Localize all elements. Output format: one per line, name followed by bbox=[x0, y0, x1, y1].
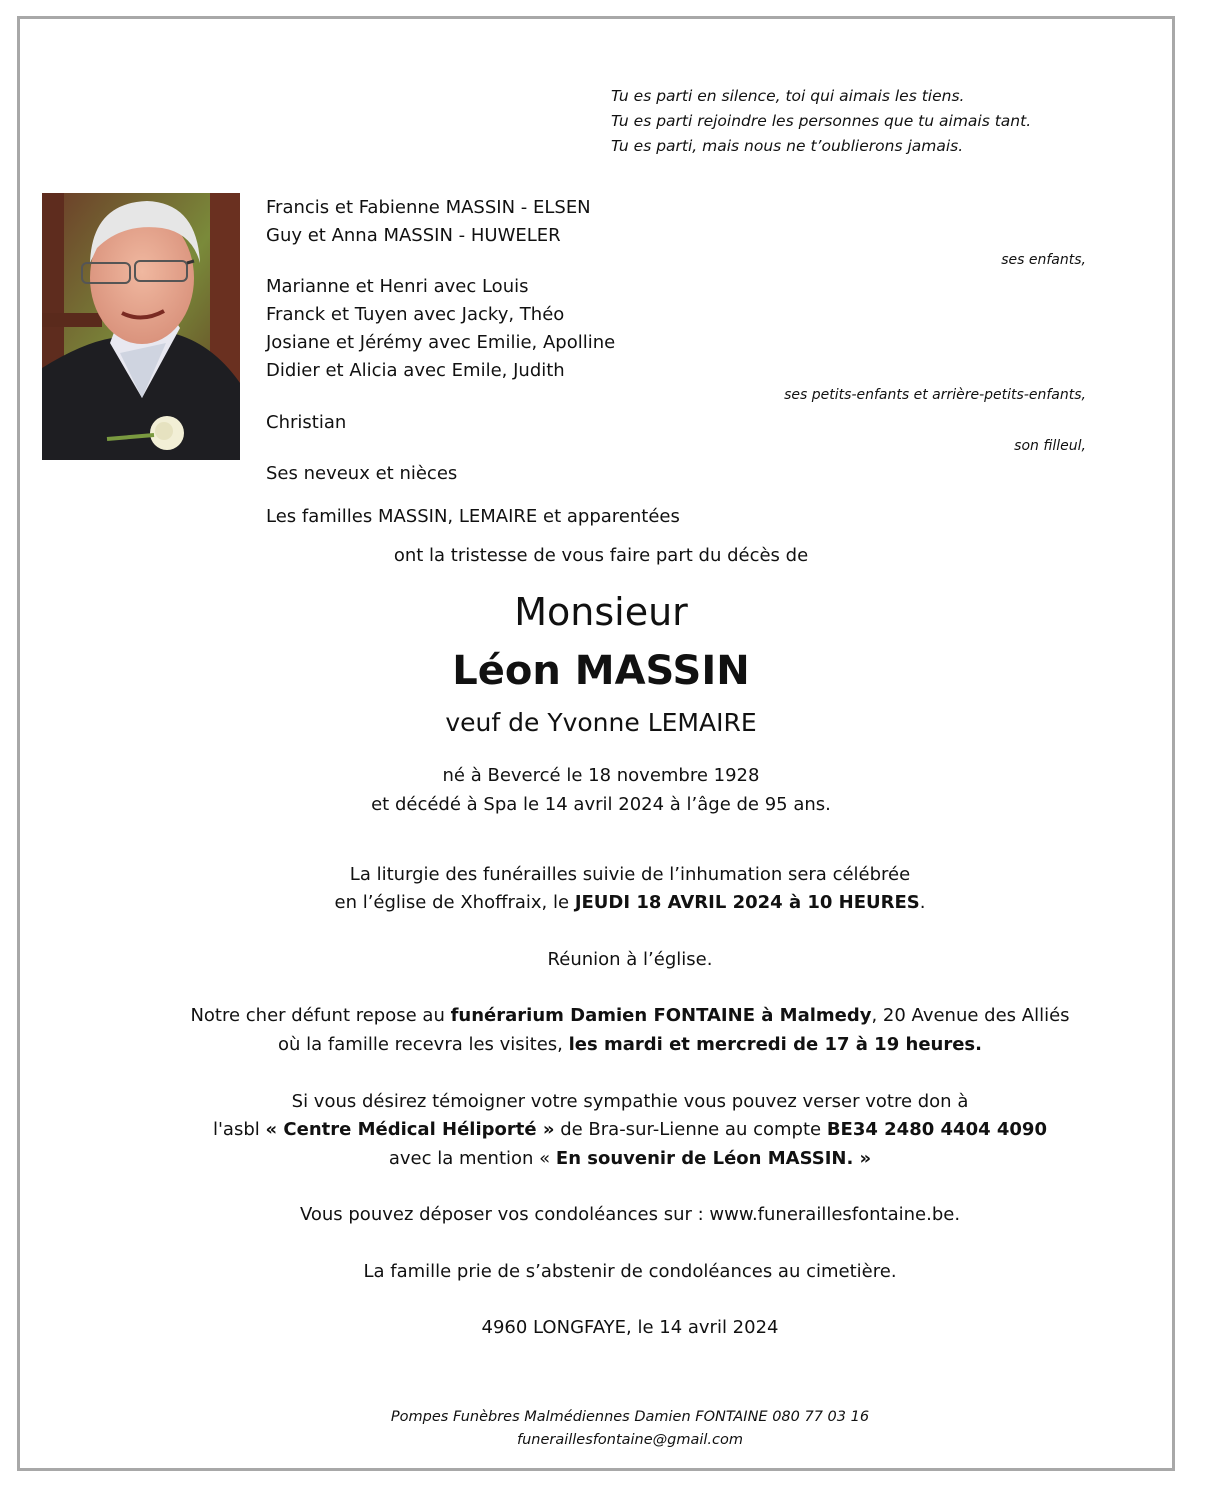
family-line: Didier et Alicia avec Emile, Judith bbox=[266, 360, 565, 381]
nephews: Ses neveux et nièces bbox=[266, 463, 458, 484]
meeting-note: Réunion à l’église. bbox=[547, 949, 713, 970]
donation-text: avec la mention « bbox=[388, 1148, 556, 1169]
family-line: Guy et Anna MASSIN - HUWELER bbox=[266, 225, 561, 246]
grandchildren-label: ses petits-enfants et arrière-petits-enfants, bbox=[784, 387, 1086, 403]
grandchildren-list bbox=[266, 273, 615, 385]
deceased-name: Léon MASSIN bbox=[452, 648, 750, 694]
family-line: Franck et Tuyen avec Jacky, Théo bbox=[266, 304, 565, 325]
place-date: 4960 LONGFAYE, le 14 avril 2024 bbox=[481, 1317, 779, 1338]
visiting-hours: les mardi et mercredi de 17 à 19 heures. bbox=[568, 1034, 982, 1055]
donation-text: de Bra-sur-Lienne au compte bbox=[554, 1119, 827, 1140]
donation-line-1: Si vous désirez témoigner votre sympathie vous pouvez verser votre don à bbox=[291, 1091, 969, 1112]
footer-email: funeraillesfontaine@gmail.com bbox=[516, 1432, 744, 1448]
children-list bbox=[266, 194, 591, 250]
poem-line: Tu es parti en silence, toi qui aimais les tiens. bbox=[611, 87, 965, 105]
families: Les familles MASSIN, LEMAIRE et apparentées bbox=[266, 506, 680, 527]
liturgy-line-1: La liturgie des funérailles suivie de l’inhumation sera célébrée bbox=[349, 864, 911, 885]
funeral-datetime: JEUDI 18 AVRIL 2024 à 10 HEURES bbox=[574, 892, 920, 913]
poem-line: Tu es parti rejoindre les personnes que tu aimais tant. bbox=[611, 112, 1032, 130]
condolences-online: Vous pouvez déposer vos condoléances sur : www.funeraillesfontaine.be. bbox=[299, 1204, 961, 1225]
family-line: Josiane et Jérémy avec Emilie, Apolline bbox=[266, 332, 616, 353]
godson: Christian bbox=[266, 412, 347, 433]
donation-mention: En souvenir de Léon MASSIN. » bbox=[555, 1148, 872, 1169]
donation-text: l'asbl bbox=[212, 1119, 266, 1140]
cemetery-note: La famille prie de s’abstenir de condoléances au cimetière. bbox=[363, 1261, 897, 1282]
rest-text: où la famille recevra les visites, bbox=[278, 1034, 569, 1055]
godson-label: son filleul, bbox=[1014, 438, 1086, 454]
rest-line-1 bbox=[0, 1005, 1215, 1026]
donation-line-3 bbox=[0, 1148, 1215, 1169]
footer-company: Pompes Funèbres Malmédiennes Damien FONTAINE 080 77 03 16 bbox=[390, 1409, 870, 1425]
poem-line: Tu es parti, mais nous ne t’oublierons jamais. bbox=[611, 137, 964, 155]
liturgy-text: en l’église de Xhoffraix, le bbox=[334, 892, 575, 913]
rest-address: , 20 Avenue des Alliés bbox=[871, 1005, 1070, 1026]
announcement: ont la tristesse de vous faire part du décès de bbox=[393, 545, 809, 566]
death-info: et décédé à Spa le 14 avril 2024 à l’âge de 95 ans. bbox=[371, 794, 831, 815]
children-label: ses enfants, bbox=[1001, 252, 1086, 268]
bank-account: BE34 2480 4404 4090 bbox=[826, 1119, 1047, 1140]
liturgy-line-2 bbox=[0, 892, 1215, 913]
poem bbox=[611, 84, 1031, 159]
liturgy-text: . bbox=[919, 892, 926, 913]
funeral-home: funérarium Damien FONTAINE à Malmedy bbox=[450, 1005, 872, 1026]
deceased-title: Monsieur bbox=[514, 590, 688, 634]
family-line: Marianne et Henri avec Louis bbox=[266, 276, 529, 297]
family-line: Francis et Fabienne MASSIN - ELSEN bbox=[266, 197, 591, 218]
widower-of: veuf de Yvonne LEMAIRE bbox=[445, 708, 757, 737]
rest-line-2 bbox=[0, 1034, 1215, 1055]
rest-text: Notre cher défunt repose au bbox=[190, 1005, 451, 1026]
deceased-photo bbox=[42, 193, 240, 460]
birth-info: né à Bevercé le 18 novembre 1928 bbox=[442, 765, 760, 786]
donation-line-2 bbox=[0, 1119, 1215, 1140]
charity-name: « Centre Médical Héliporté » bbox=[265, 1119, 555, 1140]
